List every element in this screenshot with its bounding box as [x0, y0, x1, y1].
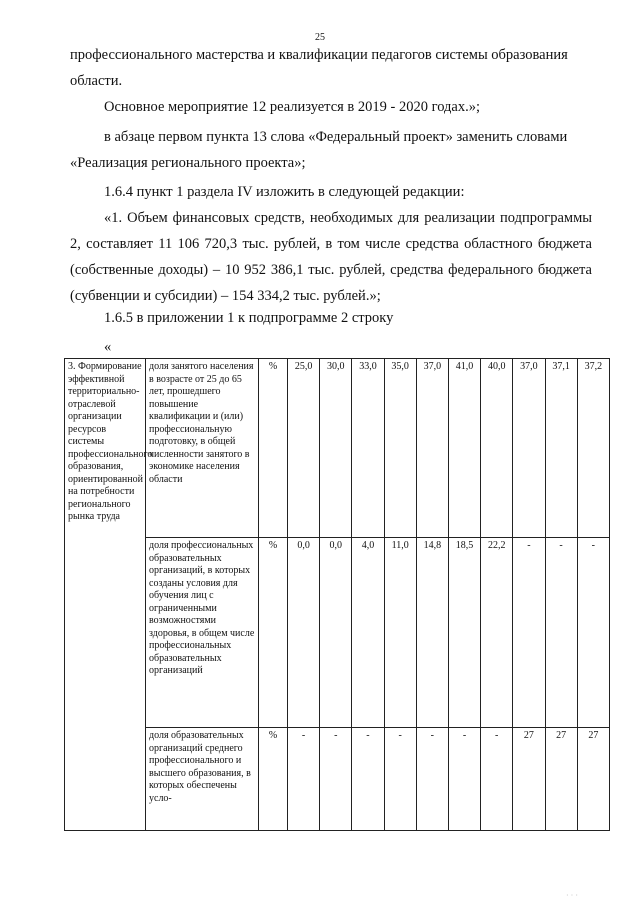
value-cell: 33,0 — [352, 359, 384, 538]
value-cell: 35,0 — [384, 359, 416, 538]
paragraph-continuation — [70, 42, 590, 94]
value-cell: - — [352, 728, 384, 831]
value-cell: 37,0 — [416, 359, 448, 538]
paragraph-appendix: 1.6.5 в приложении 1 к подпрограмме 2 строку — [104, 310, 394, 326]
value-cell: - — [448, 728, 480, 831]
unit-cell: % — [259, 538, 288, 728]
unit-cell: % — [259, 728, 288, 831]
indicator-name: доля занятого населения в возрасте от 25 до 65 лет, прошедшего повышение квалификации и (или) профессиональную подготовку, в общей численности занятого в экономике населения области — [146, 359, 259, 538]
value-cell: 11,0 — [384, 538, 416, 728]
value-cell: - — [545, 538, 577, 728]
value-cell: 0,0 — [288, 538, 320, 728]
value-cell: 22,2 — [481, 538, 513, 728]
page-number: 25 — [315, 32, 325, 43]
value-cell: - — [577, 538, 609, 728]
value-cell: 27 — [577, 728, 609, 831]
value-cell: 0,0 — [320, 538, 352, 728]
value-cell: 27 — [545, 728, 577, 831]
value-cell: - — [481, 728, 513, 831]
unit-cell: % — [259, 359, 288, 538]
table-row — [65, 538, 610, 728]
paragraph-replace-words: в абзаце первом пункта 13 слова «Федеральный проект» заменить словами — [104, 129, 568, 145]
indicators-table — [64, 358, 610, 831]
opening-quote: « — [104, 339, 112, 355]
value-cell: 37,1 — [545, 359, 577, 538]
footer-mark: · · · — [566, 891, 578, 900]
value-cell: 30,0 — [320, 359, 352, 538]
paragraph-section-iv: 1.6.4 пункт 1 раздела IV изложить в следующей редакции: — [104, 184, 465, 200]
goal-cell: 3. Формирование эффективной территориально-отраслевой организации ресурсов системы профессионального образования, ориентированной на потребности регионального рынка труда — [65, 359, 146, 831]
value-cell: 14,8 — [416, 538, 448, 728]
value-cell: 37,0 — [513, 359, 545, 538]
value-cell: - — [416, 728, 448, 831]
value-cell: 40,0 — [481, 359, 513, 538]
table-row — [65, 728, 610, 831]
paragraph-line: области. — [70, 73, 123, 89]
paragraph-line: профессионального мастерства и квалификации педагогов системы образования — [70, 47, 568, 63]
paragraph-main-activity: Основное мероприятие 12 реализуется в 2019 - 2020 годах.»; — [104, 99, 480, 115]
paragraph-funding: «1. Объем финансовых средств, необходимых для реализации подпрограммы 2, составляет 11 106 720,3 тыс. рублей, в том числе средства областного бюджета (собственные доходы) – 10 952 386,1 тыс. рублей, средства федерального бюджета (субвенции и субсидии) – 154 334,2 тыс. рублей.»; — [70, 210, 592, 304]
value-cell: - — [288, 728, 320, 831]
paragraph-replace-words-cont: «Реализация регионального проекта»; — [70, 155, 306, 171]
value-cell: - — [320, 728, 352, 831]
value-cell: 18,5 — [448, 538, 480, 728]
value-cell: 25,0 — [288, 359, 320, 538]
indicator-name: доля профессиональных образовательных организаций, в которых созданы условия для обучения лиц с ограниченными возможностями здоровья, в общем числе профессиональных образовательных организаций — [146, 538, 259, 728]
value-cell: 41,0 — [448, 359, 480, 538]
indicator-name: доля образовательных организаций среднего профессионального и высшего образования, в которых обеспечены усло- — [146, 728, 259, 831]
value-cell: 4,0 — [352, 538, 384, 728]
table-row — [65, 359, 610, 538]
value-cell: - — [384, 728, 416, 831]
value-cell: 37,2 — [577, 359, 609, 538]
value-cell: 27 — [513, 728, 545, 831]
value-cell: - — [513, 538, 545, 728]
